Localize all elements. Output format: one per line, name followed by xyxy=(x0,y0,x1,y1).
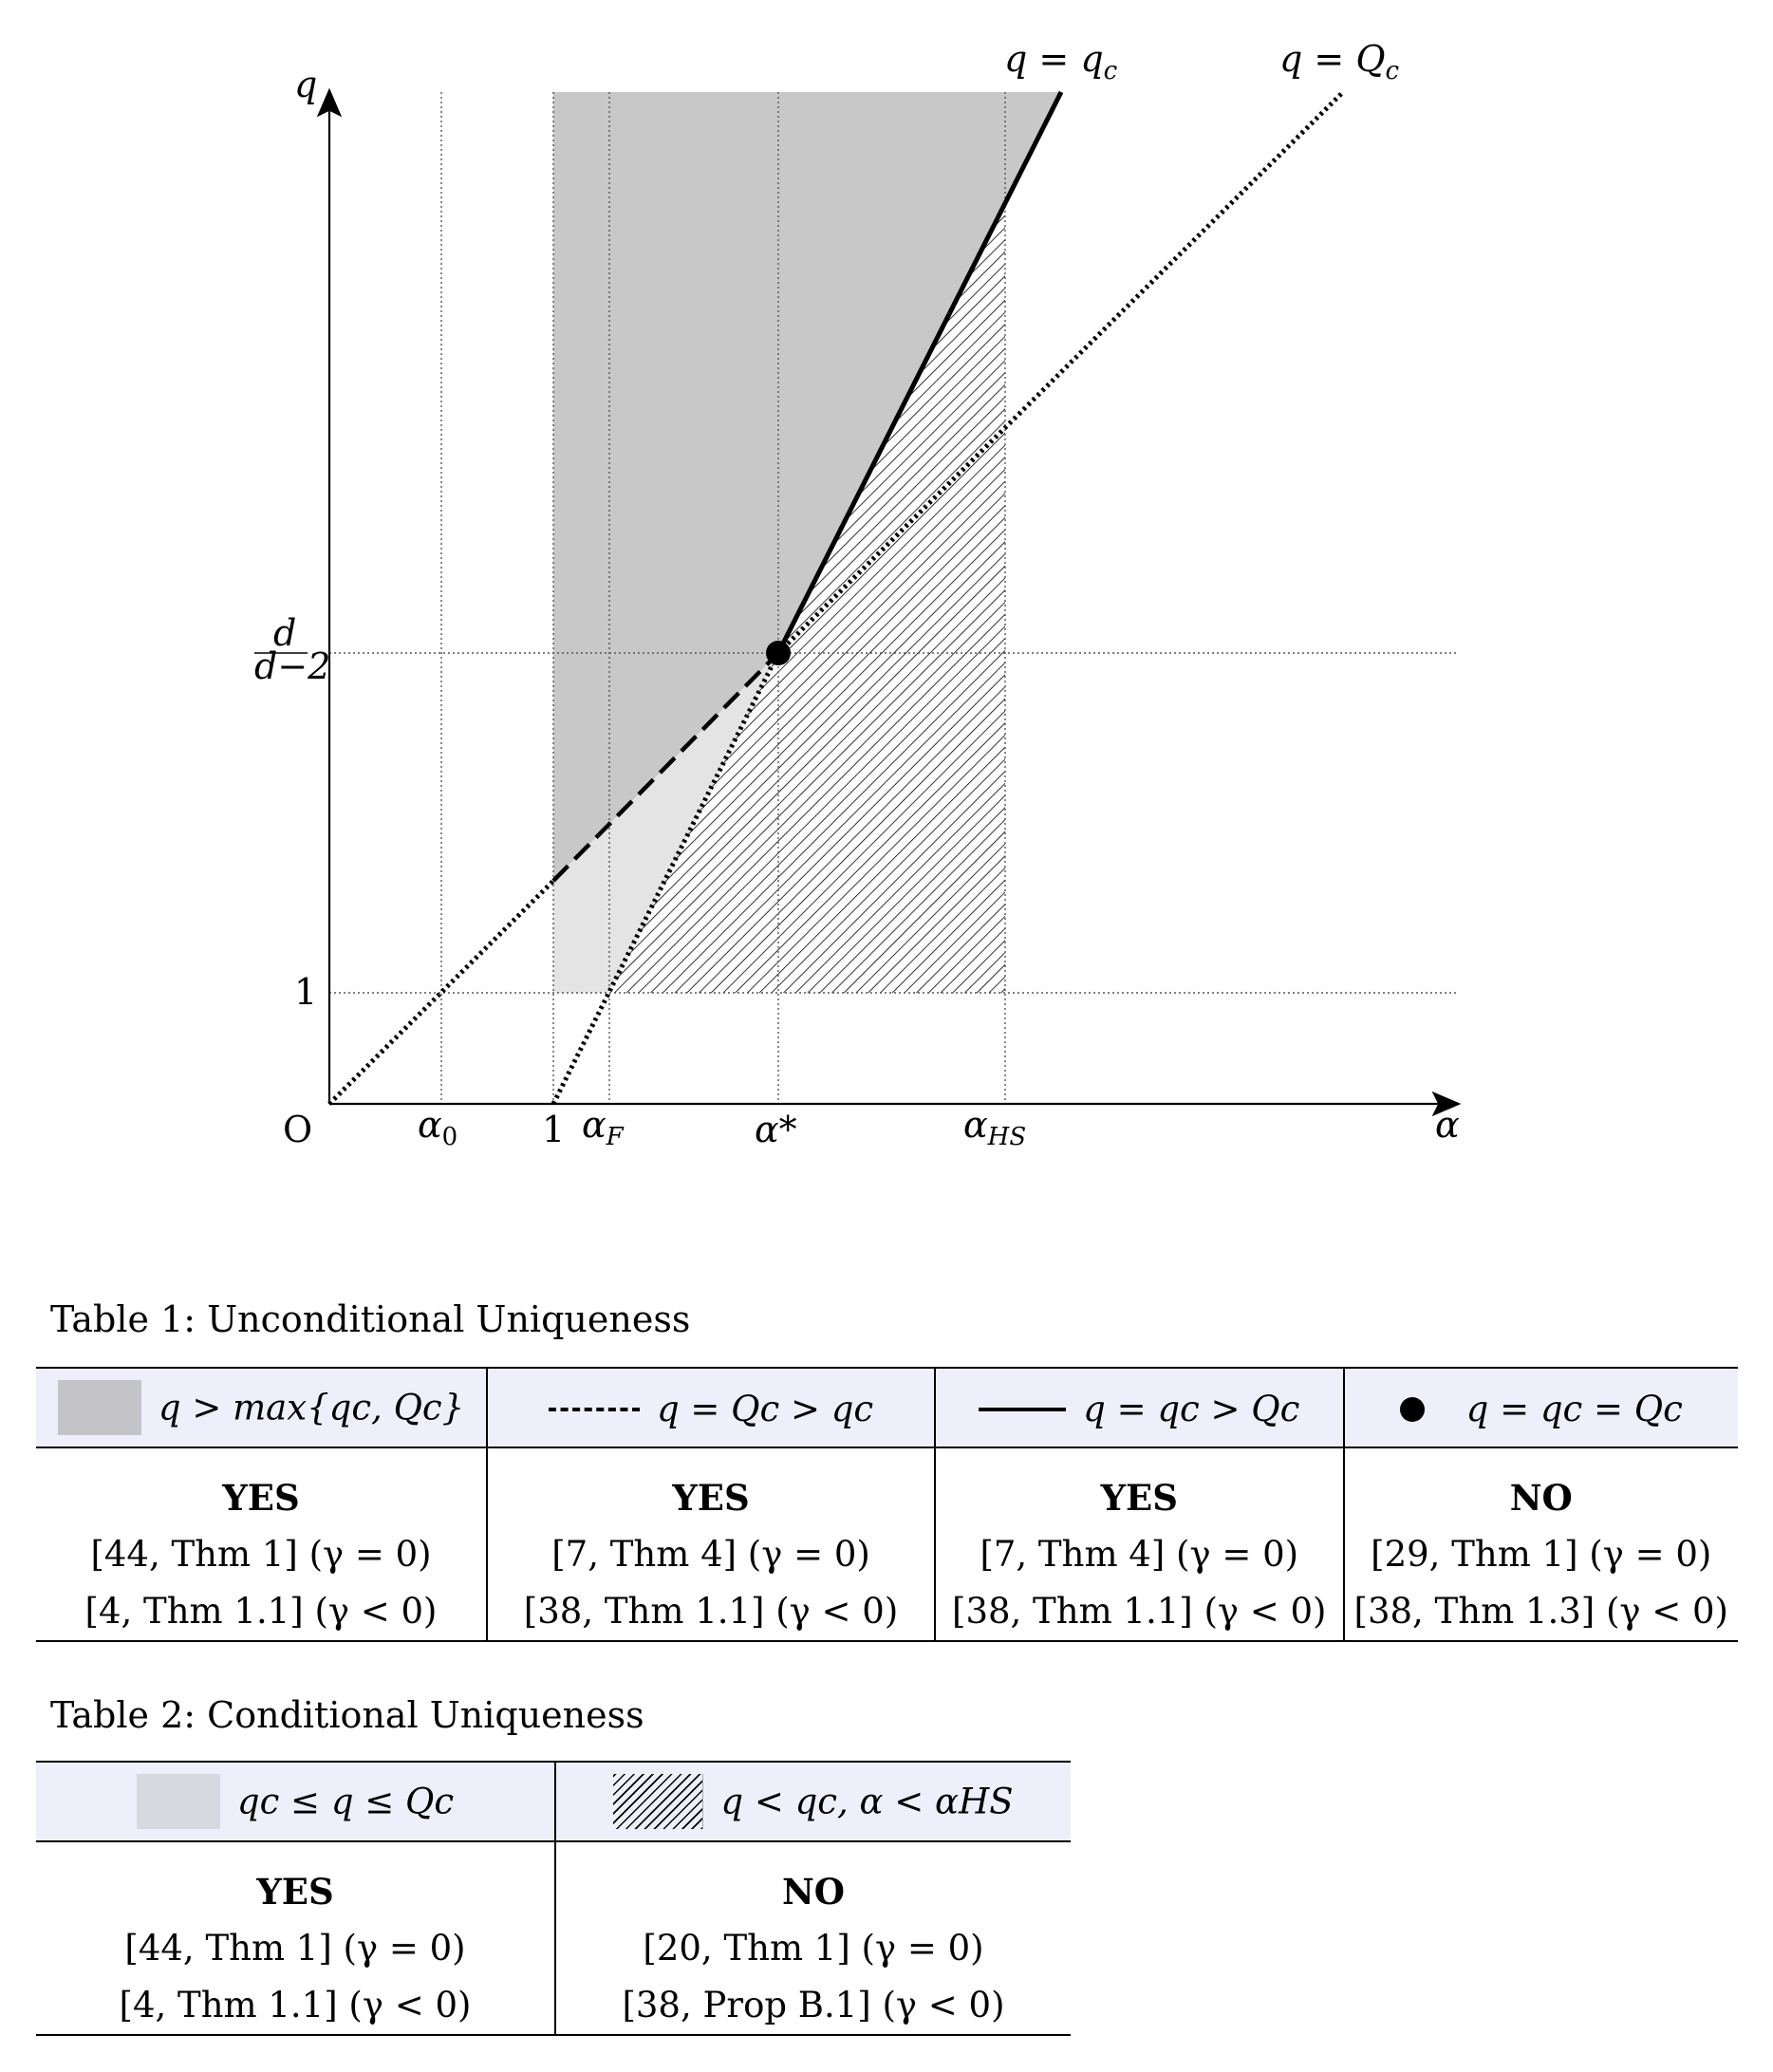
filled-dot-icon xyxy=(1400,1397,1425,1422)
table1-header-point: q = qc = Qc xyxy=(1344,1368,1738,1447)
dark-region-swatch-icon xyxy=(58,1380,141,1435)
table2-header-hatched: q < qc, α < αHS xyxy=(555,1762,1071,1841)
tick-q-one: 1 xyxy=(294,971,318,1013)
dashed-line-icon xyxy=(549,1408,640,1411)
tick-one: 1 xyxy=(542,1109,566,1150)
critical-point xyxy=(766,641,791,665)
tick-frac-num: d xyxy=(273,612,297,654)
table1-cell: YES [7, Thm 4] (γ = 0) [38, Thm 1.1] (γ < 0) xyxy=(935,1447,1344,1641)
table1-unconditional-uniqueness xyxy=(36,1367,1738,1642)
q-axis-label: q xyxy=(294,64,318,105)
table1-caption: Table 1: Unconditional Uniqueness xyxy=(50,1298,691,1340)
table1-header-qc-line: q = qc > Qc xyxy=(935,1368,1344,1447)
hatched-region-swatch-icon xyxy=(613,1774,703,1829)
tick-alpha0: $\alpha_0$ xyxy=(418,1104,458,1151)
table1-cell: YES [7, Thm 4] (γ = 0) [38, Thm 1.1] (γ < 0) xyxy=(487,1447,935,1641)
solid-line-icon xyxy=(979,1408,1066,1411)
table2-conditional-uniqueness xyxy=(36,1761,1071,2036)
table1-header-above-max: q > max{qc, Qc} xyxy=(36,1368,487,1447)
origin-label: O xyxy=(283,1109,313,1150)
table2-cell: NO [20, Thm 1] (γ = 0) [38, Prop B.1] (γ < 0) xyxy=(555,1841,1071,2035)
light-region-swatch-icon xyxy=(137,1774,220,1829)
tick-alphaHS: $\alpha_{HS}$ xyxy=(963,1104,1027,1151)
table1-header-Qc-line: q = Qc > qc xyxy=(487,1368,935,1447)
tick-alphaF: $\alpha_F$ xyxy=(582,1104,624,1151)
tick-alpha-star: α* xyxy=(755,1109,797,1150)
table2-caption: Table 2: Conditional Uniqueness xyxy=(50,1694,644,1736)
table1-cell: NO [29, Thm 1] (γ = 0) [38, Thm 1.3] (γ < 0) xyxy=(1344,1447,1738,1641)
alpha-axis-label: α xyxy=(1435,1104,1460,1146)
tick-frac-den: d−2 xyxy=(254,645,331,687)
label-q-equals-Qc: $q = Q_c$ xyxy=(1279,38,1400,85)
table1-cell: YES [44, Thm 1] (γ = 0) [4, Thm 1.1] (γ < 0) xyxy=(36,1447,487,1641)
label-q-equals-qc: $q = q_c$ xyxy=(1004,38,1118,85)
table2-cell: YES [44, Thm 1] (γ = 0) [4, Thm 1.1] (γ < 0) xyxy=(36,1841,555,2035)
table2-header-between: qc ≤ q ≤ Qc xyxy=(36,1762,555,1841)
